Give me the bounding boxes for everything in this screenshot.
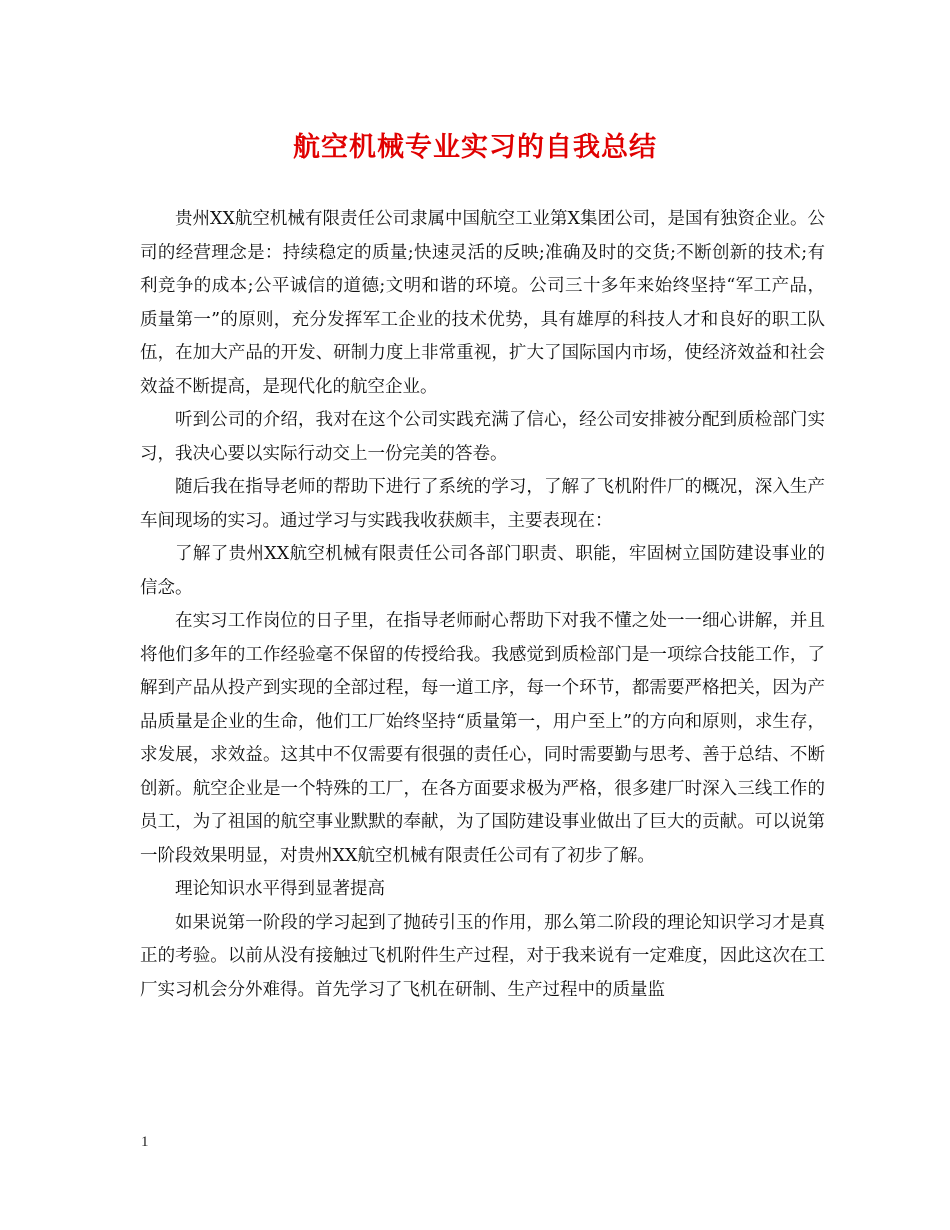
page-number: 1 (141, 1134, 149, 1150)
document-body (140, 203, 825, 1007)
document-title: 航空机械专业实习的自我总结 (293, 132, 657, 163)
paragraph-subheading-theory: 理论知识水平得到显著提高 (175, 879, 385, 899)
paragraph-theory-study: 如果说第一阶段的学习起到了抛砖引玉的作用，那么第二阶段的理论知识学习才是真正的考验。以前从没有接触过飞机附件生产过程，对于我来说有一定难度，因此这次在工厂实习机会分外难得。首先学习了飞机在研制、生产过程中的质量监 (140, 912, 825, 1000)
paragraph-duties: 了解了贵州XX航空机械有限责任公司各部门职责、职能，牢固树立国防建设事业的信念。 (140, 544, 825, 598)
paragraph-assignment: 听到公司的介绍，我对在这个公司实践充满了信心，经公司安排被分配到质检部门实习，我决心要以实际行动交上一份完美的答卷。 (140, 410, 825, 464)
paragraph-work-experience: 在实习工作岗位的日子里，在指导老师耐心帮助下对我不懂之处一一细心讲解，并且将他们多年的工作经验毫不保留的传授给我。我感觉到质检部门是一项综合技能工作，了解到产品从投产到实现的全部过程，每一道工序，每一个环节，都需要严格把关，因为产品质量是企业的生命，他们工厂始终坚持“质量第一，用户至上”的方向和原则，求生存，求发展，求效益。这其中不仅需要有很强的责任心，同时需要勤与思考、善于总结、不断创新。航空企业是一个特殊的工厂，在各方面要求极为严格，很多建厂时深入三线工作的员工，为了祖国的航空事业默默的奉献，为了国防建设事业做出了巨大的贡献。可以说第一阶段效果明显，对贵州XX航空机械有限责任公司有了初步了解。 (140, 611, 825, 866)
paragraph-company-intro: 贵州XX航空机械有限责任公司隶属中国航空工业第X集团公司，是国有独资企业。公司的经营理念是：持续稳定的质量;快速灵活的反映;准确及时的交货;不断创新的技术;有利竞争的成本;公平诚信的道德;文明和谐的环境。公司三十多年来始终坚持“军工产品，质量第一”的原则，充分发挥军工企业的技术优势，具有雄厚的科技人才和良好的职工队伍，在加大产品的开发、研制力度上非常重视，扩大了国际国内市场，使经济效益和社会效益不断提高，是现代化的航空企业。 (140, 209, 825, 397)
paragraph-study: 随后我在指导老师的帮助下进行了系统的学习，了解了飞机附件厂的概况，深入生产车间现场的实习。通过学习与实践我收获颇丰，主要表现在： (140, 477, 825, 531)
